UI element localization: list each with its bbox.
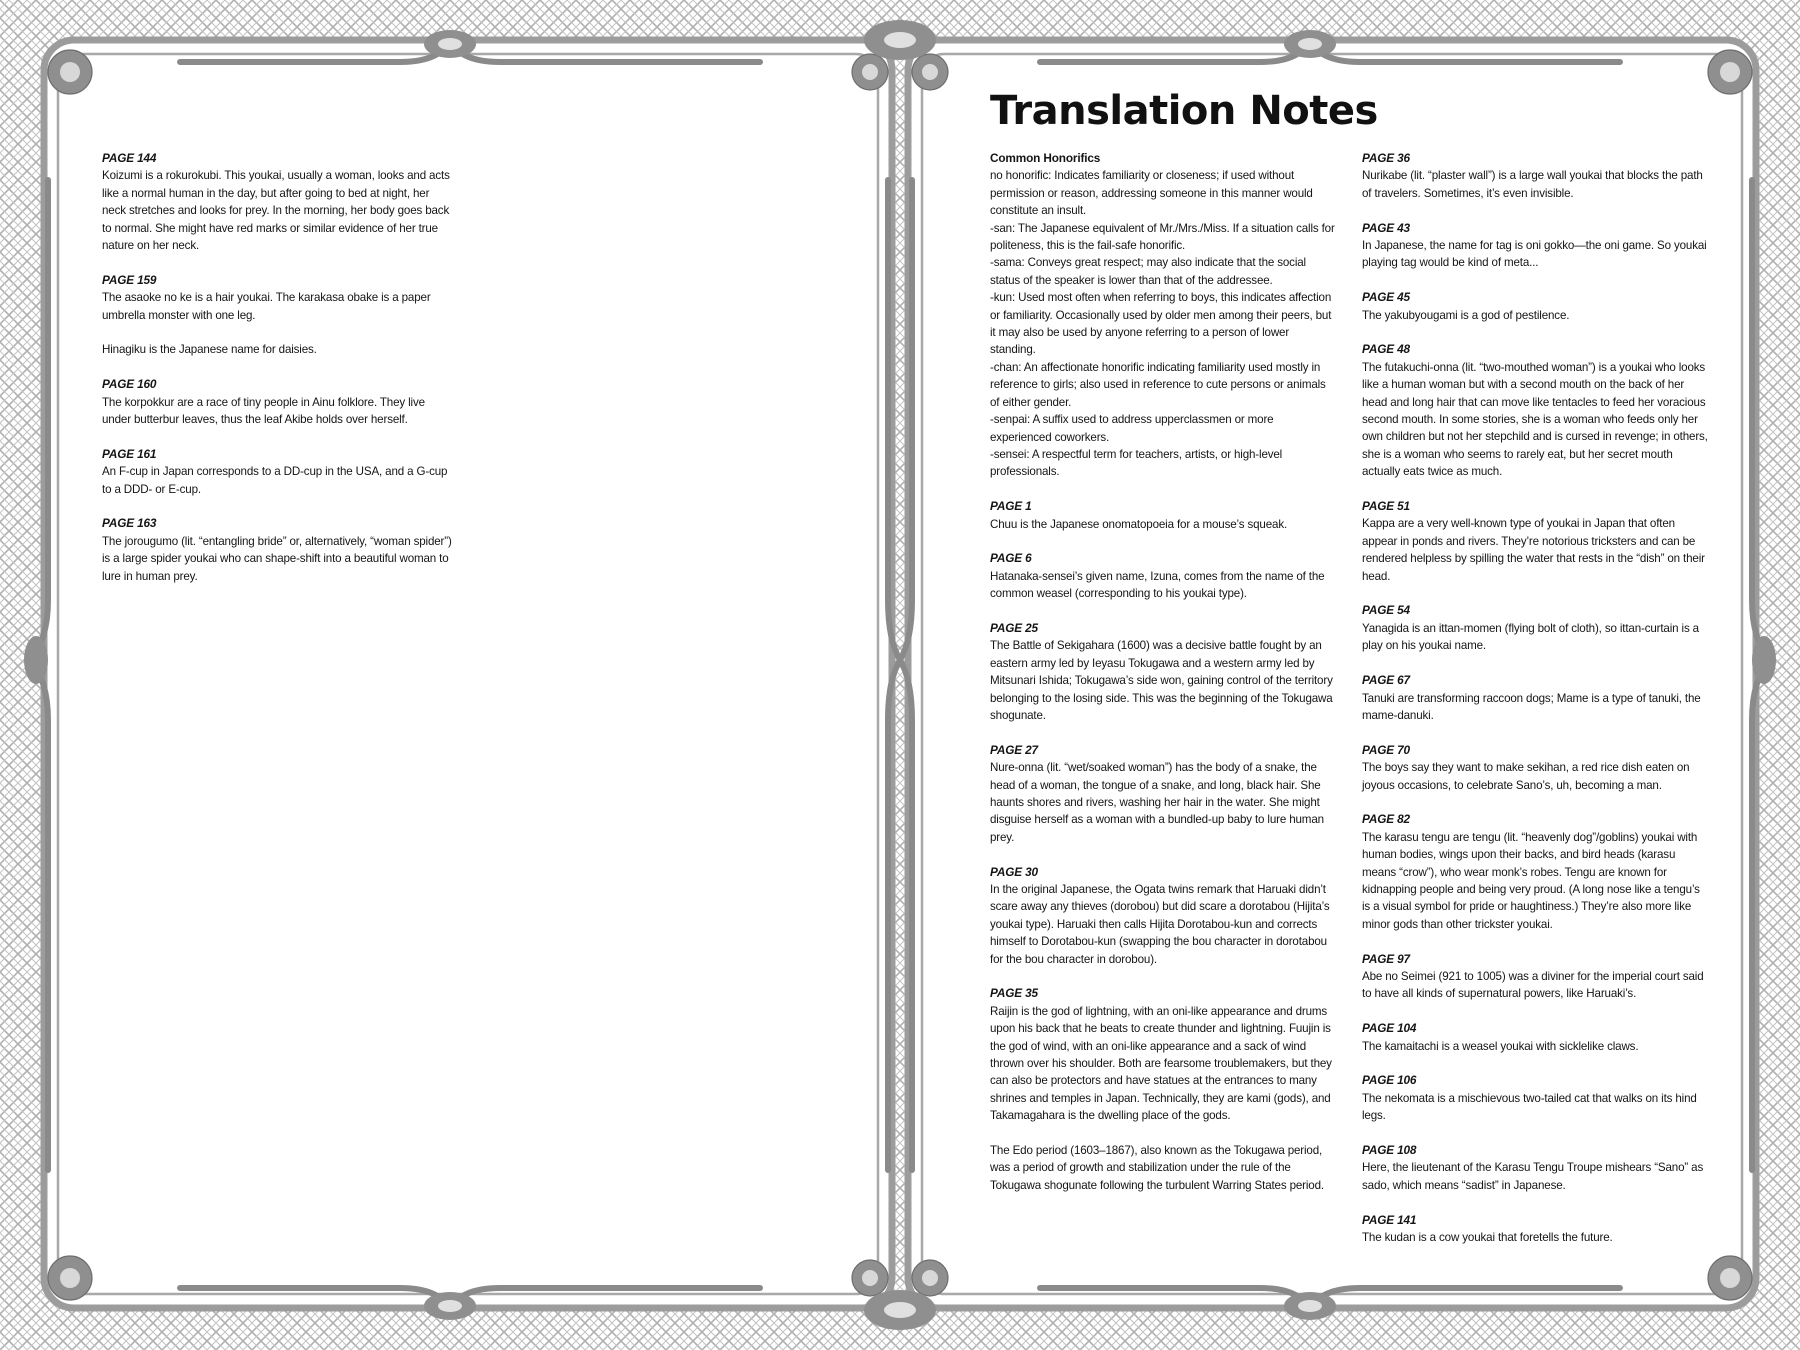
note-text: Raijin is the god of lightning, with an oni-like appearance and drums upon his back that he beats to create thunder and lightning. Fuujin is the god of wind, with an oni-like appearance and a sack of wind thrown over his shoulder. Both are fearsome troublemakers, but they can also be protectors and have statues at the entrances to many shrines and temples in Japan. Technically, they are kami (gods), and Takamagahara is the dwelling place of the gods. xyxy=(990,1004,1332,1123)
left-notes-column xyxy=(102,150,454,602)
note-page-25 xyxy=(990,620,1336,724)
note-text: The kudan is a cow youkai that foretells the future. xyxy=(1362,1230,1613,1244)
note-heading: PAGE 141 xyxy=(1362,1212,1417,1227)
note-page-159 xyxy=(102,272,454,359)
note-page-48 xyxy=(1362,341,1710,480)
note-text: Here, the lieutenant of the Karasu Tengu Troupe mishears “Sano” as sado, which means “sadist” in Japanese. xyxy=(1362,1161,1704,1192)
note-page-160 xyxy=(102,376,454,428)
note-page-67 xyxy=(1362,672,1710,724)
note-text: The nekomata is a mischievous two-tailed cat that walks on its hind legs. xyxy=(1362,1091,1697,1123)
note-heading: PAGE 70 xyxy=(1362,742,1410,757)
note-text: Kappa are a very well-known type of youkai in Japan that often appear in ponds and rivers. They’re notorious tricksters and can be rendered helpless by spilling the water that rests in the “dish” on their head. xyxy=(1362,517,1705,583)
note-text: The boys say they want to make sekihan, a red rice dish eaten on joyous occasions, to celebrate Sano’s, uh, becoming a man. xyxy=(1362,761,1690,792)
note-text: Chuu is the Japanese onomatopoeia for a mouse’s squeak. xyxy=(990,517,1288,531)
note-text: Nurikabe (lit. “plaster wall”) is a large wall youkai that blocks the path of travelers. Sometimes, it’s even invisible. xyxy=(1362,169,1703,200)
note-heading: PAGE 160 xyxy=(102,377,157,392)
note-heading: PAGE 104 xyxy=(1362,1021,1417,1036)
note-page-45 xyxy=(1362,289,1710,324)
honorific-item: -sama: Conveys great respect; may also indicate that the social status of the speaker is lower than that of the addressee. xyxy=(990,256,1306,287)
honorifics-heading: Common Honorifics xyxy=(990,151,1101,165)
note-heading: PAGE 27 xyxy=(990,742,1038,757)
note-heading: PAGE 51 xyxy=(1362,499,1410,514)
note-text: The futakuchi-onna (lit. “two-mouthed woman”) is a youkai who looks like a human woman but with a second mouth on the back of her head and long hair that can move like tentacles to feed her voracious second mouth. In some stories, she is a woman who feeds only her own children but not her stepchild and is cursed in revenge; in others, she is a woman who seems to rarely eat, but her secret mouth actually eats twice as much. xyxy=(1362,360,1708,479)
note-heading: PAGE 67 xyxy=(1362,673,1410,688)
note-text: Yanagida is an ittan-momen (flying bolt of cloth), so ittan-curtain is a play on his youkai name. xyxy=(1362,621,1699,653)
note-heading: PAGE 35 xyxy=(990,986,1038,1001)
note-heading: PAGE 1 xyxy=(990,499,1032,514)
note-page-161 xyxy=(102,446,454,498)
note-page-51 xyxy=(1362,498,1710,585)
right-notes-column-1 xyxy=(990,150,1336,1212)
note-text: In the original Japanese, the Ogata twins remark that Haruaki didn’t scare away any thieves (dorobou) but did scare a dorotabou (Hijita’s youkai type). Haruaki then calls Hijita Dorotabou-kun and corrects himself to Dorotabou-kun (swapping the bou character in dorotabou for the bou character in dorobou). xyxy=(990,882,1330,966)
note-text: Nure-onna (lit. “wet/soaked woman”) has the body of a snake, the head of a woman, the tongue of a snake, and long, black hair. She haunts shores and rivers, washing her hair in the water. She might disguise herself as a woman with a bundled-up baby to lure human prey. xyxy=(990,761,1324,844)
note-text: The Edo period (1603–1867), also known as the Tokugawa period, was a period of growth and stabilization under the rule of the Tokugawa shogunate following the turbulent Warring States period. xyxy=(990,1144,1324,1192)
note-heading: PAGE 43 xyxy=(1362,220,1410,235)
note-page-144 xyxy=(102,150,454,254)
note-page-43 xyxy=(1362,220,1710,272)
note-page-82 xyxy=(1362,811,1710,933)
note-heading: PAGE 54 xyxy=(1362,603,1410,618)
note-text: Hatanaka-sensei’s given name, Izuna, comes from the name of the common weasel (corresponding to his youkai type). xyxy=(990,569,1325,601)
common-honorifics xyxy=(990,150,1336,481)
note-page-30 xyxy=(990,864,1336,968)
note-heading: PAGE 25 xyxy=(990,620,1038,635)
note-heading: PAGE 97 xyxy=(1362,951,1410,966)
right-page xyxy=(900,0,1800,1350)
note-heading: PAGE 30 xyxy=(990,864,1038,879)
note-heading: PAGE 48 xyxy=(1362,342,1410,357)
honorific-item: no honorific: Indicates familiarity or closeness; if used without permission or reason, addressing someone in this manner would constitute an insult. xyxy=(990,169,1313,218)
note-text: The karasu tengu are tengu (lit. “heavenly dog”/goblins) youkai with human bodies, wings upon their backs, and bird heads (karasu means “crow”), who wear monk’s robes. Tengu are known for kidnapping people and being very proud. (A long nose like a tengu’s is a visual symbol for pride or haughtiness.) They’re also more like minor gods than other trickster youkai. xyxy=(1362,830,1700,931)
note-page-141 xyxy=(1362,1212,1710,1247)
note-page-54 xyxy=(1362,602,1710,654)
note-page-108 xyxy=(1362,1142,1710,1194)
note-text: The asaoke no ke is a hair youkai. The karakasa obake is a paper umbrella monster with one leg. xyxy=(102,291,431,322)
note-text: Tanuki are transforming raccoon dogs; Mame is a type of tanuki, the mame-danuki. xyxy=(1362,691,1701,722)
note-heading: PAGE 45 xyxy=(1362,290,1410,305)
honorific-item: -senpai: A suffix used to address upperclassmen or more experienced coworkers. xyxy=(990,413,1274,444)
note-page-104 xyxy=(1362,1020,1710,1055)
note-text: The korpokkur are a race of tiny people in Ainu folklore. They live under butterbur leaves, thus the leaf Akibe holds over herself. xyxy=(102,395,425,427)
note-page-106 xyxy=(1362,1072,1710,1124)
note-text: An F-cup in Japan corresponds to a DD-cup in the USA, and a G-cup to a DDD- or E-cup. xyxy=(102,465,448,496)
note-page-27 xyxy=(990,742,1336,846)
honorific-item: -sensei: A respectful term for teachers, artists, or high-level professionals. xyxy=(990,447,1283,479)
note-page-35 xyxy=(990,985,1336,1194)
note-heading: PAGE 6 xyxy=(990,551,1032,566)
note-text: Koizumi is a rokurokubi. This youkai, usually a woman, looks and acts like a normal human in the day, but after going to bed at night, her neck stretches and looks for prey. In the morning, her body goes back to normal. She might have red marks or similar evidence of her true nature on her neck. xyxy=(102,169,450,253)
note-heading: PAGE 144 xyxy=(102,151,157,165)
note-heading: PAGE 163 xyxy=(102,516,157,531)
note-text: The yakubyougami is a god of pestilence. xyxy=(1362,308,1570,322)
note-heading: PAGE 82 xyxy=(1362,812,1410,827)
page-title: Translation Notes xyxy=(990,88,1378,134)
note-heading: PAGE 108 xyxy=(1362,1142,1417,1157)
note-page-36 xyxy=(1362,150,1710,202)
note-text: In Japanese, the name for tag is oni gokko—the oni game. So youkai playing tag would be kind of meta... xyxy=(1362,239,1707,270)
note-page-1 xyxy=(990,498,1336,533)
note-page-97 xyxy=(1362,951,1710,1003)
note-heading: PAGE 161 xyxy=(102,446,157,461)
note-text: The Battle of Sekigahara (1600) was a decisive battle fought by an eastern army led by Ieyasu Tokugawa and a western army led by Mitsunari Ishida; Tokugawa’s side won, gaining control of the territory belonging to the losing side. This was the beginning of the Tokugawa shogunate. xyxy=(990,639,1333,722)
note-text: The kamaitachi is a weasel youkai with sicklelike claws. xyxy=(1362,1039,1639,1053)
honorific-item: -kun: Used most often when referring to boys, this indicates affection or familiarity. Occasionally used by older men among their peers, but it may also be used by anyone referring to a person of lower standing. xyxy=(990,291,1332,357)
note-page-6 xyxy=(990,550,1336,602)
note-text: Hinagiku is the Japanese name for daisies. xyxy=(102,343,317,357)
note-text: Abe no Seimei (921 to 1005) was a diviner for the imperial court said to have all kinds of supernatural powers, like Haruaki’s. xyxy=(1362,969,1704,1001)
right-notes-column-2 xyxy=(1362,150,1710,1264)
note-heading: PAGE 159 xyxy=(102,272,157,287)
note-heading: PAGE 36 xyxy=(1362,151,1410,165)
note-page-163 xyxy=(102,515,454,585)
honorific-item: -san: The Japanese equivalent of Mr./Mrs./Miss. If a situation calls for politeness, this is the fail-safe honorific. xyxy=(990,221,1335,253)
note-page-70 xyxy=(1362,742,1710,794)
note-heading: PAGE 106 xyxy=(1362,1073,1417,1088)
note-text: The jorougumo (lit. “entangling bride” or, alternatively, “woman spider”) is a large spider youkai who can shape-shift into a beautiful woman to lure in human prey. xyxy=(102,534,452,583)
honorific-item: -chan: An affectionate honorific indicating familiarity used mostly in reference to girls; also used in reference to cute persons or animals of either gender. xyxy=(990,360,1326,409)
